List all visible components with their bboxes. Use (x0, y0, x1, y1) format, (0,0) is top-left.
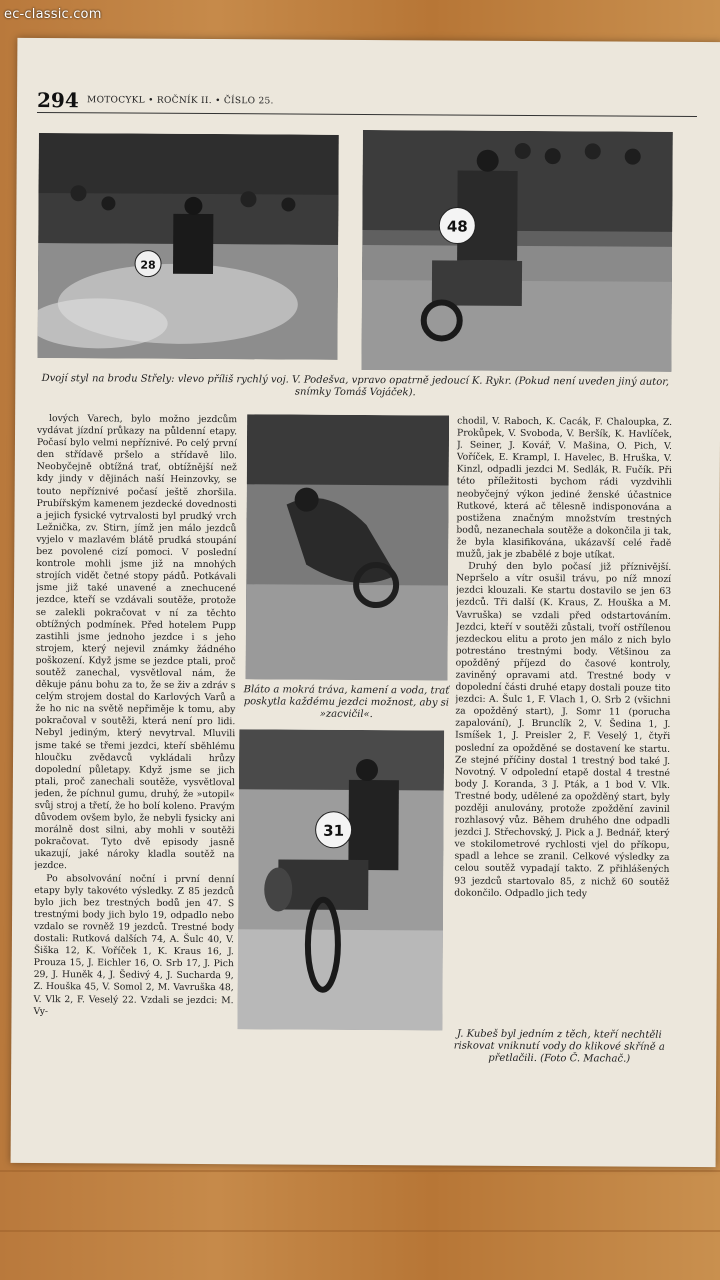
text-column-right (453, 416, 672, 1017)
caption-top: Dvojí styl na brodu Střely: vlevo příliš rychlý voj. V. Podešva, vpravo opatrně jedoucí K. Rykr. (Pokud není uveden jiný autor, snímky Tomáš Vojáček). (41, 373, 670, 399)
plank-seam (0, 1170, 720, 1172)
magazine-page (11, 38, 720, 1167)
photo-rider-pushing (237, 729, 444, 1030)
race-number-label: 31 (323, 821, 345, 840)
paragraph: Druhý den bylo počasí již příznivější. Nepršelo a vítr osušil trávu, po níž mnozí jezdci klouzali. Ke startu dostavilo se jen 63 jezdců. Tři další (K. Kraus, Z. Houška a M. Vavruška) se vzdali před odstartováním. Jezdci, kteří v soutěži zůstali, tvoří ostřílenou jezdeckou elitu a proto jen málo z nich bylo potrestáno trestnými body. Většinou za opožděný příjezd do časové kontroly, zaviněný opravami atd. Trestné body v dopolední části druhé etapy dostali pouze tito jezdci: A. Šulc 1, F. Vlach 1, O. Srb 2 (všichni za opožděný start), J. Somr 11 (porucha zapalování), J. Brunclík 2, V. Šedina 1, J. Ismíšek 1, J. Preisler 2, F. Veselý 1, čtyři poslední za opožděné se dostavení ke startu. Ze stejné příčiny dostal 1 trestný bod také J. Novotný. V odpolední etapě dostal 4 trestné body J. Koranda, 3 J. Pták, a 1 bod V. Vlk. Trestné body, udělené za opožděný start, byly později anulovány, protože zpoždění zavinil rozhlasový vůz. Během druhého dne odpadli jezdci J. Střechovský, J. Pick a J. Bednář, který ve stokilometrové rychlosti vjel do příkopu, spadl a lehce se zranil. Celkové výsledky za celou soutěž vypadají takto. Z přihlášených 93 jezdců startovalo 85, z nichž 60 soutěž dokončilo. Odpadlo jich tedy (454, 560, 672, 900)
text-column-left (33, 413, 237, 1034)
page-number: 294 (36, 87, 79, 113)
caption-middle: Bláto a mokrá tráva, kamení a voda, trať poskytla každému jezdci možnost, aby si »zacvičil«. (243, 684, 450, 721)
photo-rider-splashing (37, 133, 338, 360)
page-header (37, 88, 697, 117)
photo-rider-mud (246, 414, 450, 680)
race-number-label: 48 (446, 217, 468, 236)
caption-bottom: J. Kubeš byl jedním z těch, kteří nechtěli riskovat vniknutí vody do klikové skříně a přetlačili. (Foto Č. Machač.) (453, 1028, 665, 1065)
paragraph: Po absolvování noční i první denní etapy byly takovéto výsledky. Z 85 jezdců bylo jich bez trestných bodů jen 47. S trestnými body jich bylo 19, odpadlo nebo vzdalo se rovněž 19 jezdců. Trestné body dostali: Rutková dalších 74, A. Šulc 40, V. Šiška 12, K. Voříček 1, K. Kraus 16, J. Prouza 15, J. Eichler 16, O. Srb 17, J. Pich 29, J. Huněk 4, J. Šedivý 4, J. Sucharda 9, Z. Houška 45, V. Somol 2, M. Vavruška 48, V. Vlk 2, F. Veselý 22. Vzdali se jezdci: M. Vy- (33, 872, 235, 1017)
plank-seam (0, 1230, 720, 1232)
paragraph: chodil, V. Raboch, K. Cacák, F. Chaloupka, Z. Prokůpek, V. Svoboda, V. Beršík, K. Havlíček, J. Seiner, J. Kovář, V. Mašina, O. Pich, V. Voříček, E. Krampl, I. Havelec, B. Hruška, V. Kinzl, odpadli jezdci M. Sedlák, R. Fučík. Při této příležitosti bychom rádi vyzdvihli neobyčejný výkon jediné ženské účastnice Rutkové, která ač tělesně indisponována a postižena značným množstvím trestných bodů, nezanechala soutěže a dokončila ji tak, že byla klasifikována, ukázavší celé řadě mužů, jak je zbabělé z boje utíkat. (456, 415, 673, 561)
watermark: ec-classic.com (4, 7, 102, 22)
photo-rider-careful (361, 130, 672, 372)
running-head: MOTOCYKL • ROČNÍK II. • ČÍSLO 25. (87, 95, 274, 107)
paragraph: lových Varech, bylo možno jezdcům vydávat jízdní průkazy na půldenní etapy. Počasí bylo velmi nepříznivé. Po celý první den střídavě pršelo a střídavě lilo. Neobyčejně obtížná trať, obtížnější než kdy jindy v dějinách naší Heinzovky, se touto nepříznivé počasí ještě zhoršila. Prubířským kamenem jezdecké dovednosti a jejich fysické vytrvalosti byl prudký vrch Ležnička, zv. Stirn, jímž jen málo jezdců vyjelo v mazlavém blátě prudká stoupání bez povolené cizí pomoci. V poslední kontrole mohli jsme již na mnohých strojích vidět četné stopy pádů. Potkávali jsme již také unavené a znechucené jezdce, kteří se vzdávali soutěže, protože se zalekli pokračovat v ní za těchto obtížných podmínek. Před hotelem Pupp zastihli jsme jednoho jezdce i s jeho strojem, který nejevil známky žádného poškození. Když jsme se jezdce ptali, proč soutěž zanechal, vysvětloval nám, že děkuje pánu bohu za to, že se živ a zdráv s celým strojem dostal do Karlových Varů a že ho nic na světě nepřiměje k tomu, aby pokračoval v soutěži, která není pro lidi. Nebyl jediným, který nevytrval. Mluvili jsme také se třemi jezdci, kteří sběhlému hloučku zvědavců vykládali hrůzy dopolední půletapy. Když jsme se jich ptali, proč zanechali soutěže, vysvětloval jeden, že píchnul gumu, druhý, že »utopil« svůj stroj a třetí, že ho bolí koleno. Pravým důvodem ovšem bylo, že nebyli fysicky ani morálně dost silni, aby mohli v soutěži pokračovat. Tyto dvě episody jasně ukazují, jaké nároky kladla soutěž na jezdce. (34, 413, 238, 872)
race-number-label: 28 (140, 258, 156, 272)
